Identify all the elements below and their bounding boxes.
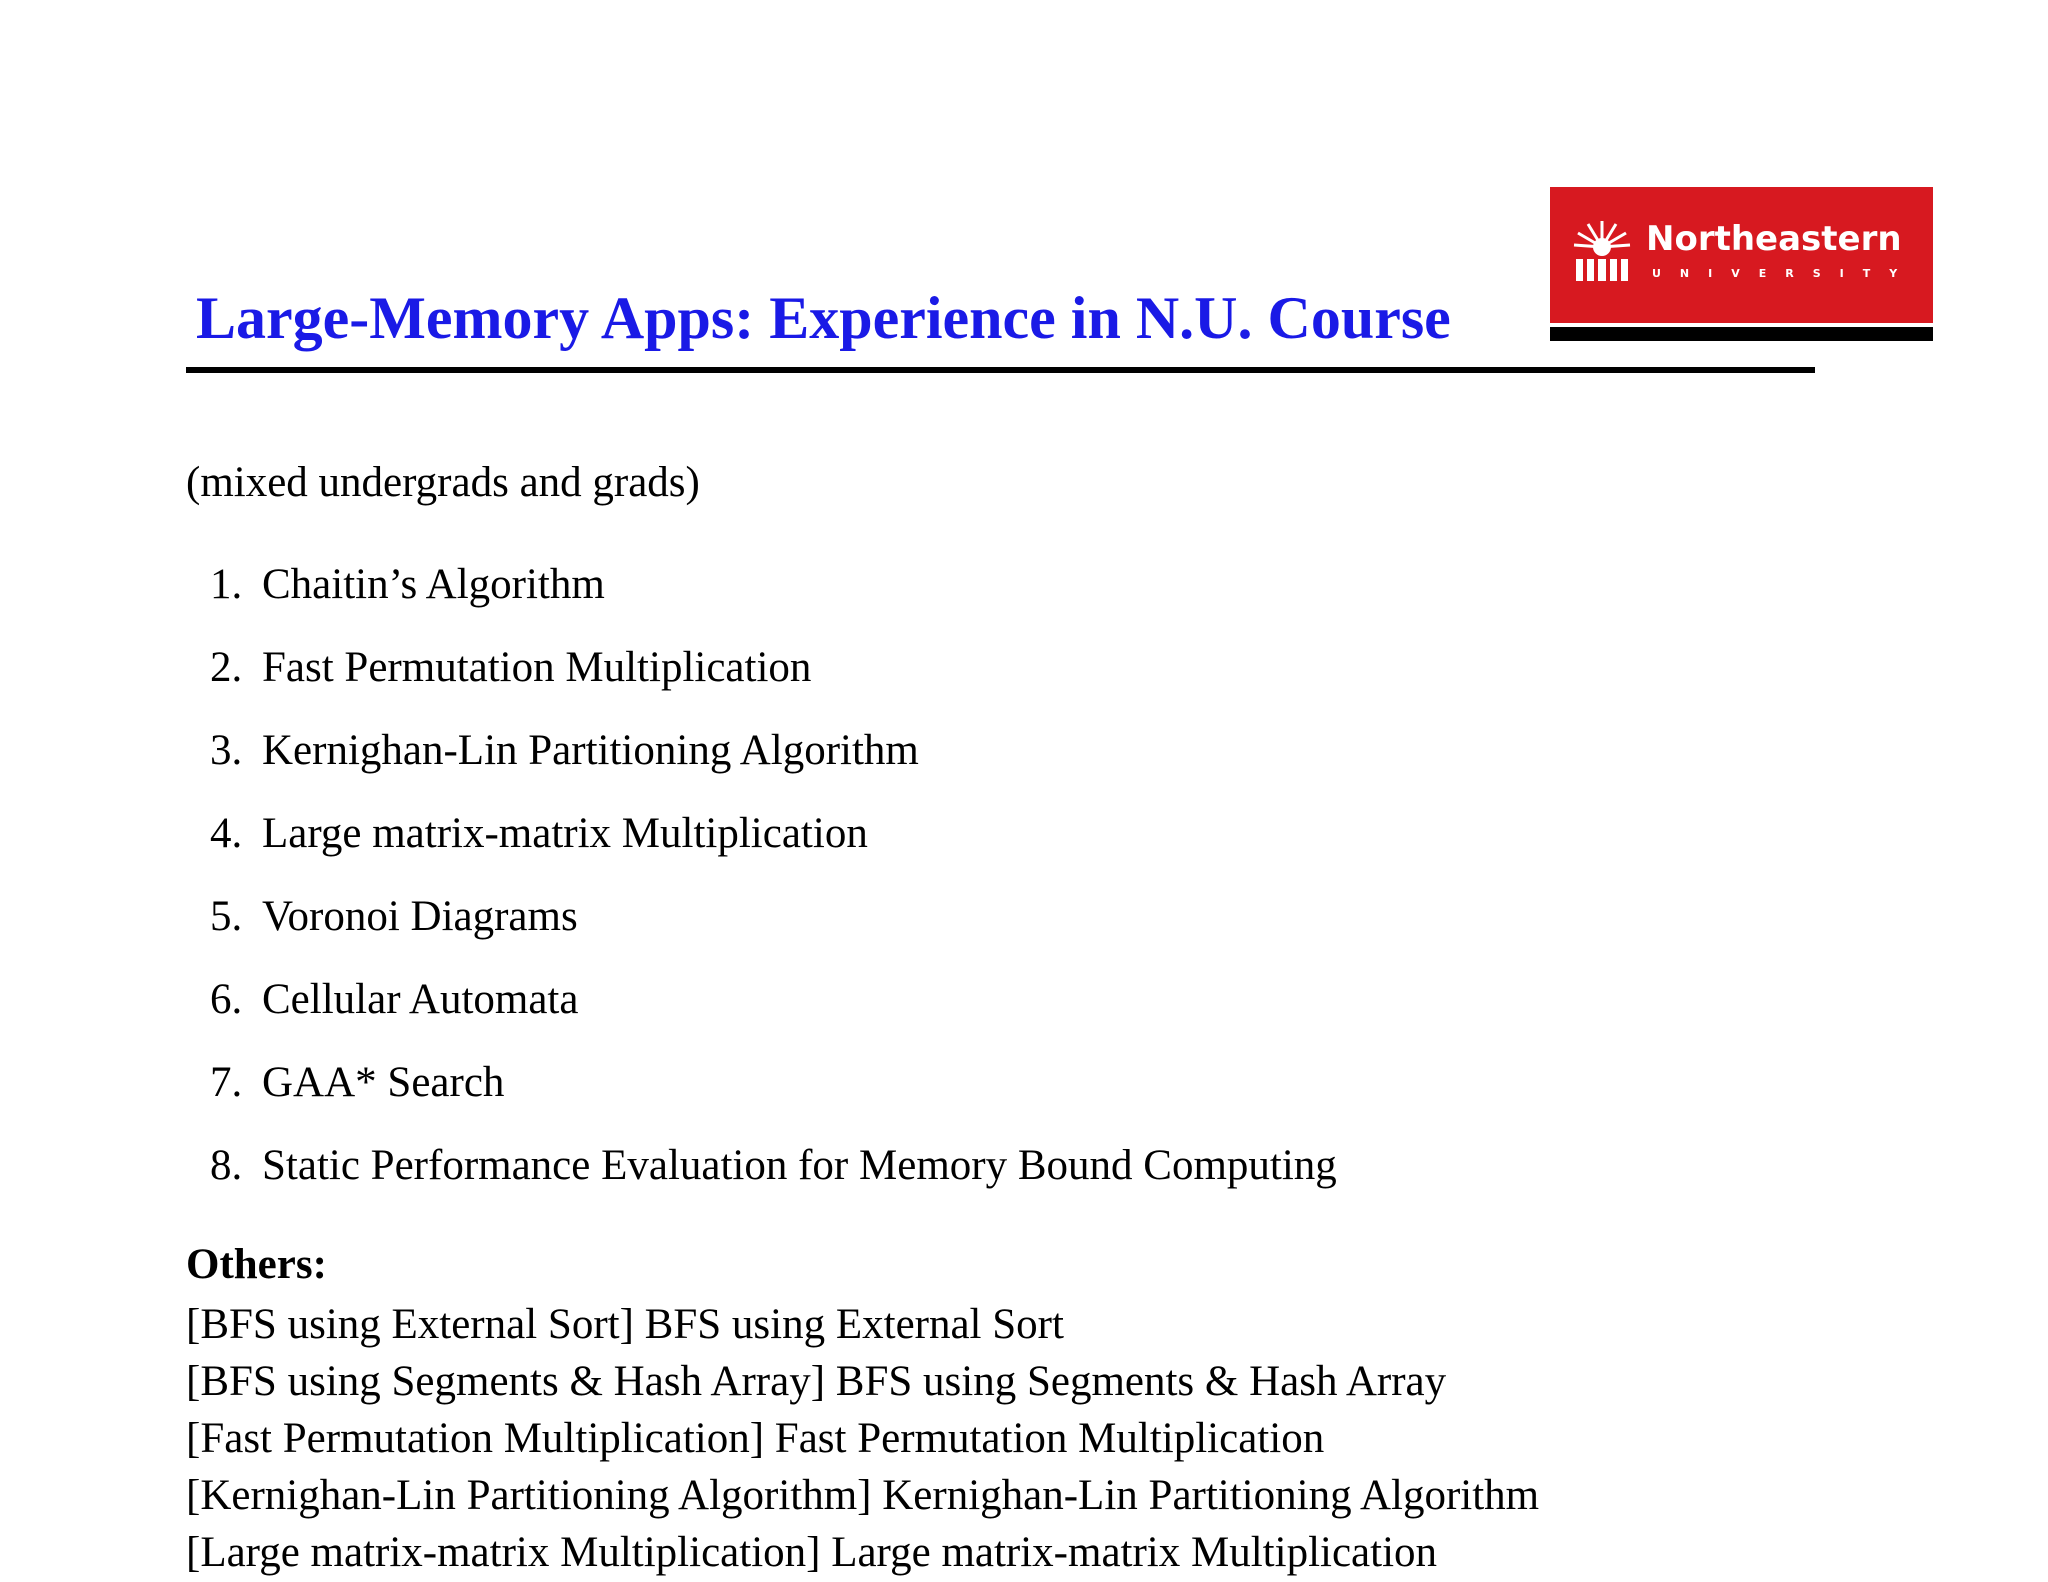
slide-title: Large-Memory Apps: Experience in N.U. Course	[196, 285, 1451, 351]
list-item	[210, 892, 1337, 942]
title-underline	[186, 367, 1815, 373]
list-item-number: 6.	[210, 976, 243, 1023]
list-item	[210, 560, 1337, 610]
list-item	[210, 1141, 1337, 1191]
list-item-label: Voronoi Diagrams	[262, 893, 578, 940]
others-link[interactable]: [Large matrix-matrix Multiplication] Large matrix-matrix Multiplication	[186, 1529, 1438, 1576]
logo-subtitle: UNIVERSITY	[1652, 267, 1917, 280]
list-item-number: 2.	[210, 644, 243, 691]
others-heading: Others:	[186, 1241, 327, 1288]
list-item-number: 7.	[210, 1059, 243, 1106]
slide-subtitle: (mixed undergrads and grads)	[186, 459, 700, 506]
others-link[interactable]: [Kernighan-Lin Partitioning Algorithm] Kernighan-Lin Partitioning Algorithm	[186, 1472, 1540, 1519]
list-item	[210, 809, 1337, 859]
list-item	[210, 975, 1337, 1025]
northeastern-logo	[1550, 187, 1933, 341]
list-item	[210, 1058, 1337, 1108]
others-list	[186, 1296, 1539, 1581]
list-item-label: Cellular Automata	[262, 976, 579, 1023]
list-item-number: 8.	[210, 1142, 243, 1189]
list-item	[210, 726, 1337, 776]
logo-black-bar	[1550, 327, 1933, 341]
list-item	[210, 643, 1337, 693]
list-item-number: 3.	[210, 727, 243, 774]
others-link[interactable]: [BFS using Segments & Hash Array] BFS using Segments & Hash Array	[186, 1358, 1447, 1405]
list-item-label: Fast Permutation Multiplication	[262, 644, 812, 691]
university-seal-icon	[1570, 219, 1634, 283]
logo-wordmark: Northeastern	[1646, 219, 1902, 259]
others-link[interactable]: [Fast Permutation Multiplication] Fast Permutation Multiplication	[186, 1415, 1325, 1462]
list-item-number: 1.	[210, 561, 243, 608]
list-item-label: Static Performance Evaluation for Memory Bound Computing	[262, 1142, 1337, 1189]
others-link[interactable]: [BFS using External Sort] BFS using External Sort	[186, 1301, 1064, 1348]
project-list	[210, 560, 1337, 1224]
list-item-number: 4.	[210, 810, 243, 857]
list-item-label: Kernighan-Lin Partitioning Algorithm	[262, 727, 919, 774]
list-item-label: Large matrix-matrix Multiplication	[262, 810, 868, 857]
list-item-label: Chaitin’s Algorithm	[262, 561, 605, 608]
list-item-number: 5.	[210, 893, 243, 940]
list-item-label: GAA* Search	[262, 1059, 505, 1106]
